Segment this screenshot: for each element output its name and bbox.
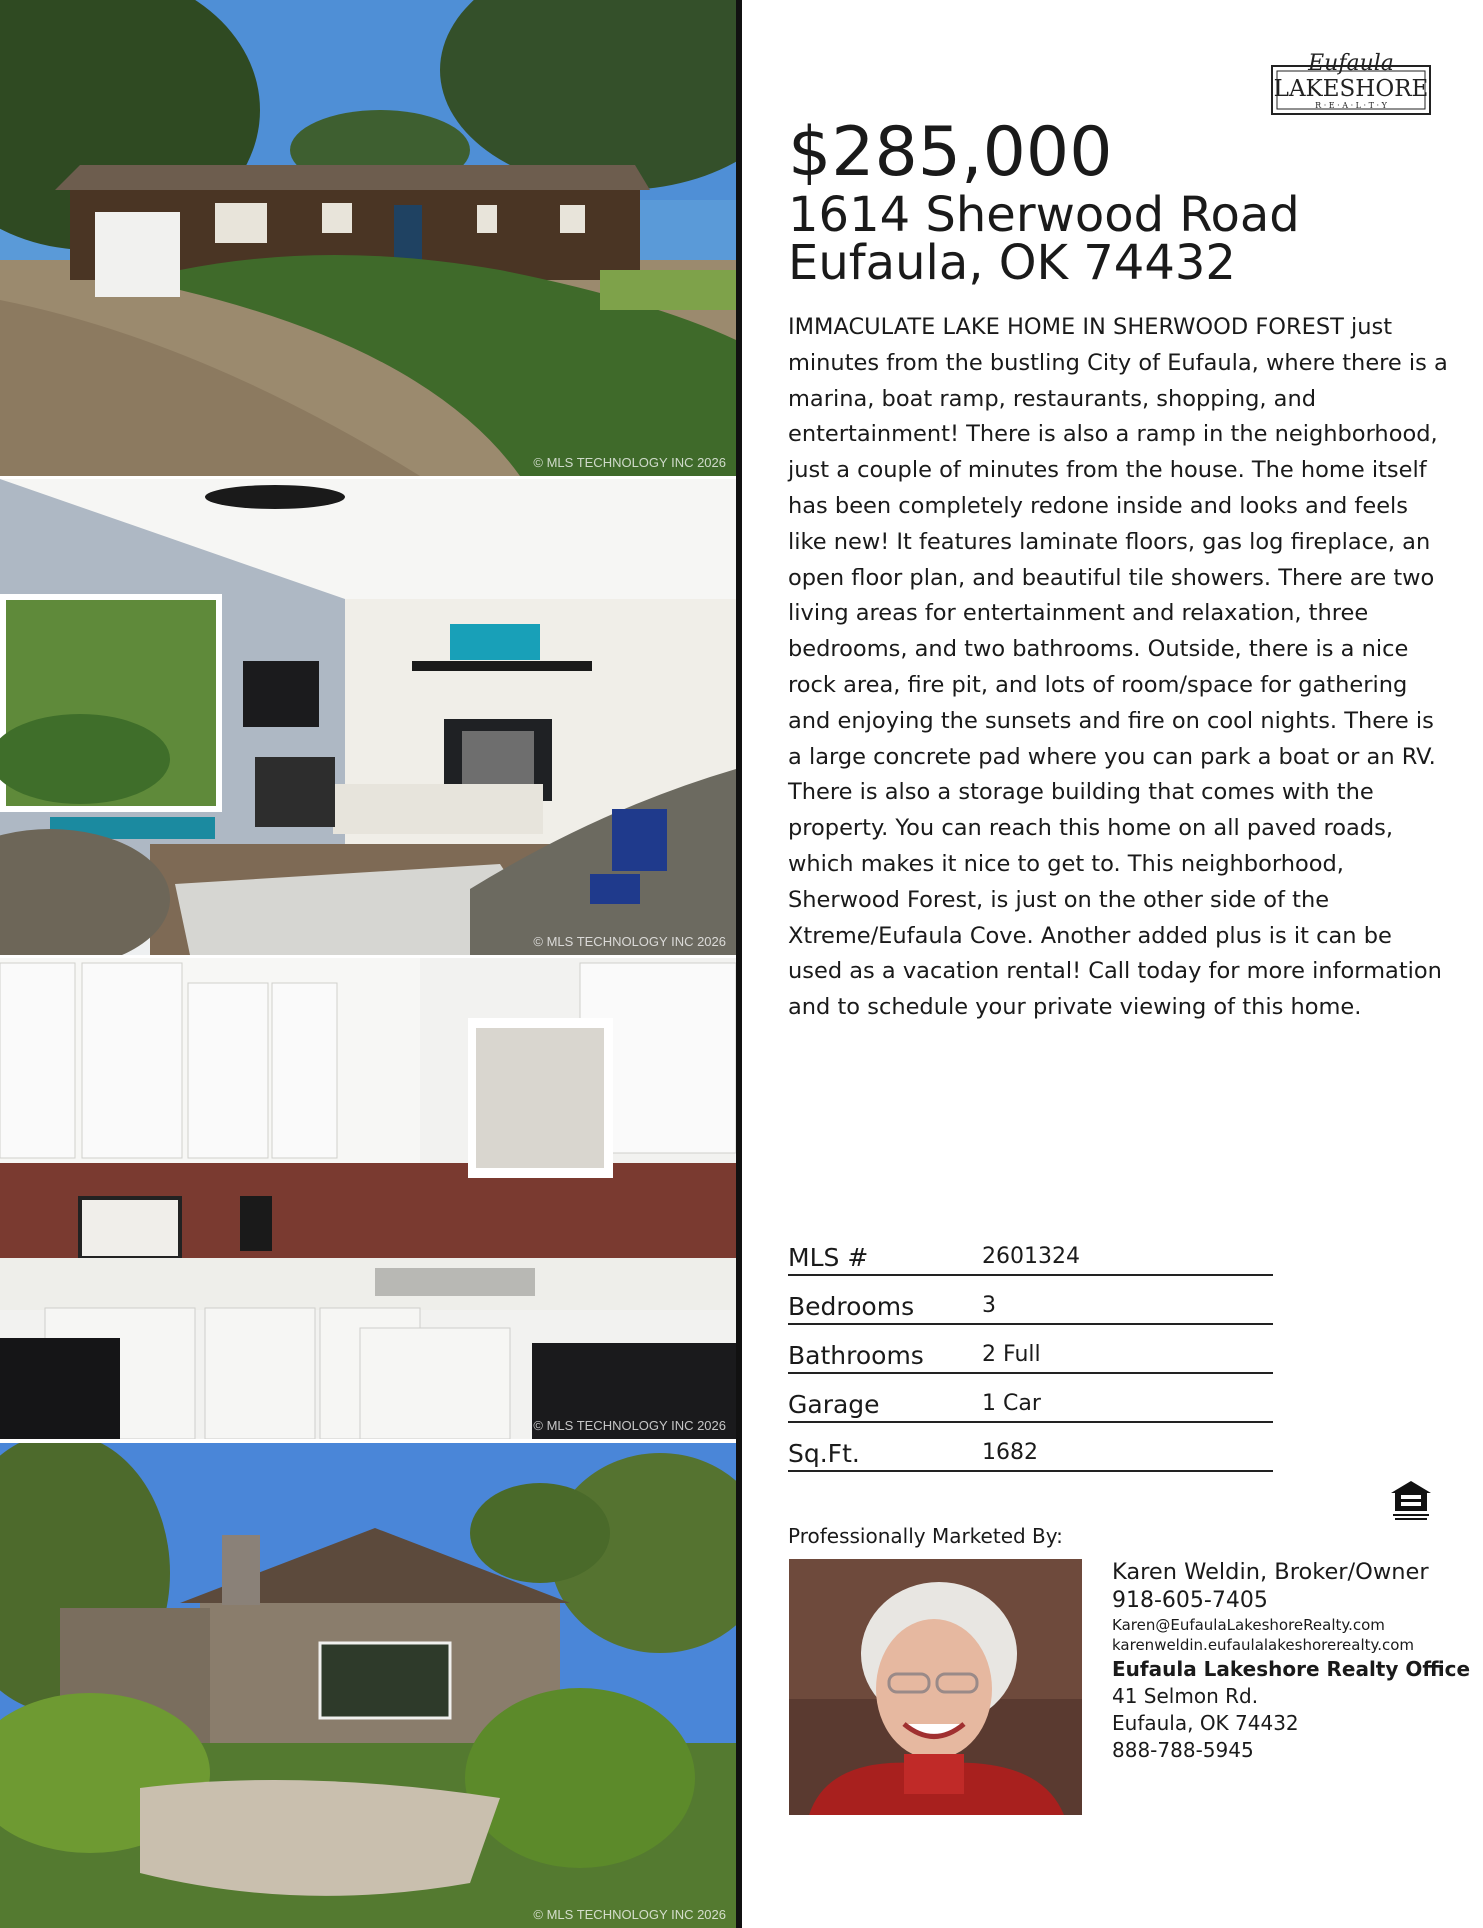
listing-price: $285,000 bbox=[788, 113, 1113, 192]
equal-housing-opportunity-icon bbox=[1387, 1479, 1435, 1523]
photo-watermark: © MLS TECHNOLOGY INC 2026 bbox=[533, 1907, 726, 1922]
address-line-2: Eufaula, OK 74432 bbox=[788, 235, 1236, 291]
marketed-by-heading: Professionally Marketed By: bbox=[788, 1524, 1063, 1548]
property-facts-table bbox=[788, 1229, 1273, 1474]
office-name: Eufaula Lakeshore Realty Office bbox=[1112, 1657, 1471, 1681]
fact-label: Garage bbox=[788, 1390, 880, 1419]
agent-website[interactable]: karenweldin.eufaulalakeshorerealty.com bbox=[1112, 1636, 1415, 1654]
company-logo[interactable] bbox=[1270, 50, 1432, 120]
fact-value: 2601324 bbox=[982, 1244, 1080, 1269]
listing-description: IMMACULATE LAKE HOME IN SHERWOOD FOREST just minutes from the bustling City of Eufaula, where there is a marina, boat ramp, restaurants, shopping, and entertainment! There is also a ramp in the neighborhood, just a couple of minutes from the house. The home itself has been completely redone inside and looks and feels like new! It features laminate floors, gas log fireplace, an open floor plan, and beautiful tile showers. There are two living areas for entertainment and relaxation, three bedrooms, and two bathrooms. Outside, there is a nice rock area, fire pit, and lots of room/space for gathering and enjoying the sunsets and fire on cool nights. There is a large concrete pad where you can park a boat or an RV. There is also a storage building that comes with the property. You can reach this home on all paved roads, which makes it nice to get to. This neighborhood, Sherwood Forest, is just on the other side of the Xtreme/Eufaula Cove. Another added plus is it can be used as a vacation rental! Call today for more information and to schedule your private viewing of this home. bbox=[788, 314, 1448, 1021]
agent-contact-block bbox=[1112, 1557, 1472, 1764]
fact-row-bathrooms bbox=[788, 1327, 1273, 1374]
agent-name: Karen Weldin, Broker/Owner bbox=[1112, 1559, 1429, 1585]
photo-watermark: © MLS TECHNOLOGY INC 2026 bbox=[533, 455, 726, 470]
fact-value: 1 Car bbox=[982, 1391, 1041, 1416]
office-street: 41 Selmon Rd. bbox=[1112, 1684, 1259, 1708]
logo-main-text: LAKESHORE bbox=[1273, 76, 1429, 102]
fact-label: Bathrooms bbox=[788, 1341, 924, 1370]
photo-living-room[interactable] bbox=[0, 479, 736, 955]
fact-row-mls bbox=[788, 1229, 1273, 1276]
fact-value: 2 Full bbox=[982, 1342, 1041, 1367]
agent-photo bbox=[789, 1559, 1082, 1815]
fact-row-garage bbox=[788, 1376, 1273, 1423]
fact-label: Bedrooms bbox=[788, 1292, 915, 1321]
fact-row-bedrooms bbox=[788, 1278, 1273, 1325]
agent-email[interactable]: Karen@EufaulaLakeshoreRealty.com bbox=[1112, 1616, 1385, 1634]
address-line-1: 1614 Sherwood Road bbox=[788, 187, 1300, 243]
photo-watermark: © MLS TECHNOLOGY INC 2026 bbox=[533, 934, 726, 949]
fact-value: 3 bbox=[982, 1293, 996, 1318]
photo-column bbox=[0, 0, 736, 1928]
fact-row-sqft bbox=[788, 1425, 1273, 1472]
fact-label: MLS # bbox=[788, 1243, 869, 1272]
photo-kitchen[interactable] bbox=[0, 958, 736, 1439]
photo-watermark: © MLS TECHNOLOGY INC 2026 bbox=[533, 1418, 726, 1433]
agent-phone[interactable]: 918-605-7405 bbox=[1112, 1588, 1268, 1613]
fact-label: Sq.Ft. bbox=[788, 1439, 860, 1468]
logo-script-text: Eufaula bbox=[1308, 51, 1394, 76]
photo-exterior-back[interactable] bbox=[0, 1443, 736, 1928]
photo-exterior-front[interactable] bbox=[0, 0, 736, 476]
logo-sub-text: R · E · A · L · T · Y bbox=[1315, 101, 1387, 110]
office-city: Eufaula, OK 74432 bbox=[1112, 1711, 1299, 1735]
fact-value: 1682 bbox=[982, 1440, 1038, 1465]
office-phone[interactable]: 888-788-5945 bbox=[1112, 1738, 1254, 1762]
column-divider bbox=[736, 0, 742, 1928]
